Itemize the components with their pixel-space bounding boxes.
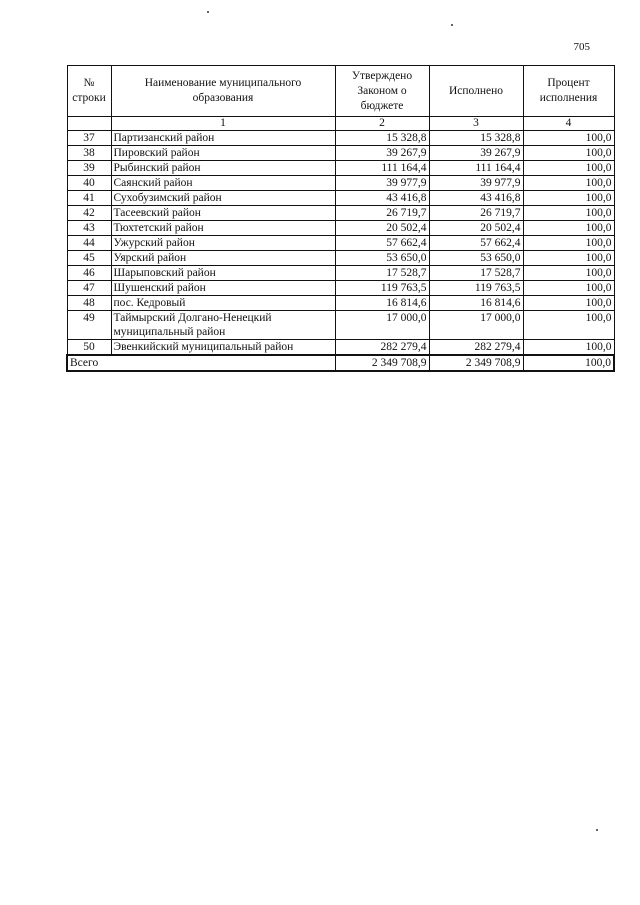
header-executed: Исполнено: [429, 66, 523, 117]
row-percent: 100,0: [523, 176, 614, 191]
row-name: Пировский район: [111, 146, 335, 161]
row-percent: 100,0: [523, 131, 614, 146]
row-executed: 26 719,7: [429, 206, 523, 221]
table-row: [67, 146, 614, 161]
scan-speck: [596, 829, 598, 831]
header-row-no: № строки: [67, 66, 111, 117]
row-approved: 43 416,8: [335, 191, 429, 206]
row-number: 50: [67, 340, 111, 356]
table-row: [67, 281, 614, 296]
row-executed: 53 650,0: [429, 251, 523, 266]
page-number: 705: [573, 41, 590, 53]
row-approved: 282 279,4: [335, 340, 429, 356]
row-number: 46: [67, 266, 111, 281]
row-number: 42: [67, 206, 111, 221]
column-number: 3: [429, 117, 523, 131]
row-executed: 16 814,6: [429, 296, 523, 311]
row-percent: 100,0: [523, 281, 614, 296]
row-approved: 20 502,4: [335, 221, 429, 236]
table-row: [67, 251, 614, 266]
header-row: [67, 66, 614, 117]
row-percent: 100,0: [523, 161, 614, 176]
total-row: [67, 355, 614, 371]
row-approved: 26 719,7: [335, 206, 429, 221]
row-name: Рыбинский район: [111, 161, 335, 176]
row-percent: 100,0: [523, 236, 614, 251]
row-approved: 119 763,5: [335, 281, 429, 296]
table-row: [67, 266, 614, 281]
scan-speck: [451, 24, 453, 26]
row-percent: 100,0: [523, 221, 614, 236]
row-number: 45: [67, 251, 111, 266]
total-label: Всего: [67, 355, 335, 371]
budget-execution-table: [66, 65, 615, 372]
row-name: Уярский район: [111, 251, 335, 266]
row-number: 37: [67, 131, 111, 146]
row-number: 49: [67, 311, 111, 340]
row-name: пос. Кедровый: [111, 296, 335, 311]
row-approved: 16 814,6: [335, 296, 429, 311]
row-executed: 20 502,4: [429, 221, 523, 236]
row-approved: 53 650,0: [335, 251, 429, 266]
table-row: [67, 340, 614, 356]
table-row: [67, 311, 614, 340]
table-row: [67, 221, 614, 236]
row-percent: 100,0: [523, 251, 614, 266]
table-row: [67, 131, 614, 146]
row-name: Шушенский район: [111, 281, 335, 296]
row-number: 39: [67, 161, 111, 176]
row-executed: 17 000,0: [429, 311, 523, 340]
row-number: 48: [67, 296, 111, 311]
row-number: 47: [67, 281, 111, 296]
header-approved: Утверждено Законом о бюджете: [335, 66, 429, 117]
row-executed: 282 279,4: [429, 340, 523, 356]
row-percent: 100,0: [523, 146, 614, 161]
row-number: 41: [67, 191, 111, 206]
row-name: Ужурский район: [111, 236, 335, 251]
row-executed: 111 164,4: [429, 161, 523, 176]
row-name: Тюхтетский район: [111, 221, 335, 236]
row-name: Сухобузимский район: [111, 191, 335, 206]
row-name: Таймырский Долгано-Ненецкий муниципальный район: [111, 311, 335, 340]
column-number-row: [67, 117, 614, 131]
table-row: [67, 206, 614, 221]
row-approved: 39 267,9: [335, 146, 429, 161]
header-name: Наименование муниципального образования: [111, 66, 335, 117]
row-percent: 100,0: [523, 340, 614, 356]
row-number: 44: [67, 236, 111, 251]
row-executed: 119 763,5: [429, 281, 523, 296]
row-executed: 57 662,4: [429, 236, 523, 251]
total-approved: 2 349 708,9: [335, 355, 429, 371]
column-number: 4: [523, 117, 614, 131]
row-percent: 100,0: [523, 296, 614, 311]
row-percent: 100,0: [523, 311, 614, 340]
row-approved: 17 528,7: [335, 266, 429, 281]
table-row: [67, 161, 614, 176]
row-approved: 39 977,9: [335, 176, 429, 191]
total-executed: 2 349 708,9: [429, 355, 523, 371]
row-executed: 39 977,9: [429, 176, 523, 191]
row-name: Эвенкийский муниципальный район: [111, 340, 335, 356]
row-executed: 43 416,8: [429, 191, 523, 206]
column-number: 2: [335, 117, 429, 131]
row-approved: 111 164,4: [335, 161, 429, 176]
row-name: Шарыповский район: [111, 266, 335, 281]
row-percent: 100,0: [523, 206, 614, 221]
total-percent: 100,0: [523, 355, 614, 371]
row-number: 38: [67, 146, 111, 161]
row-name: Тасеевский район: [111, 206, 335, 221]
table-row: [67, 176, 614, 191]
table-row: [67, 236, 614, 251]
row-executed: 17 528,7: [429, 266, 523, 281]
table-row: [67, 191, 614, 206]
row-executed: 39 267,9: [429, 146, 523, 161]
row-executed: 15 328,8: [429, 131, 523, 146]
row-percent: 100,0: [523, 266, 614, 281]
row-number: 40: [67, 176, 111, 191]
table-row: [67, 296, 614, 311]
row-number: 43: [67, 221, 111, 236]
column-number: 1: [111, 117, 335, 131]
scan-speck: [207, 11, 209, 13]
header-percent: Процент исполнения: [523, 66, 614, 117]
row-approved: 57 662,4: [335, 236, 429, 251]
row-approved: 17 000,0: [335, 311, 429, 340]
row-name: Партизанский район: [111, 131, 335, 146]
row-name: Саянский район: [111, 176, 335, 191]
row-percent: 100,0: [523, 191, 614, 206]
row-approved: 15 328,8: [335, 131, 429, 146]
